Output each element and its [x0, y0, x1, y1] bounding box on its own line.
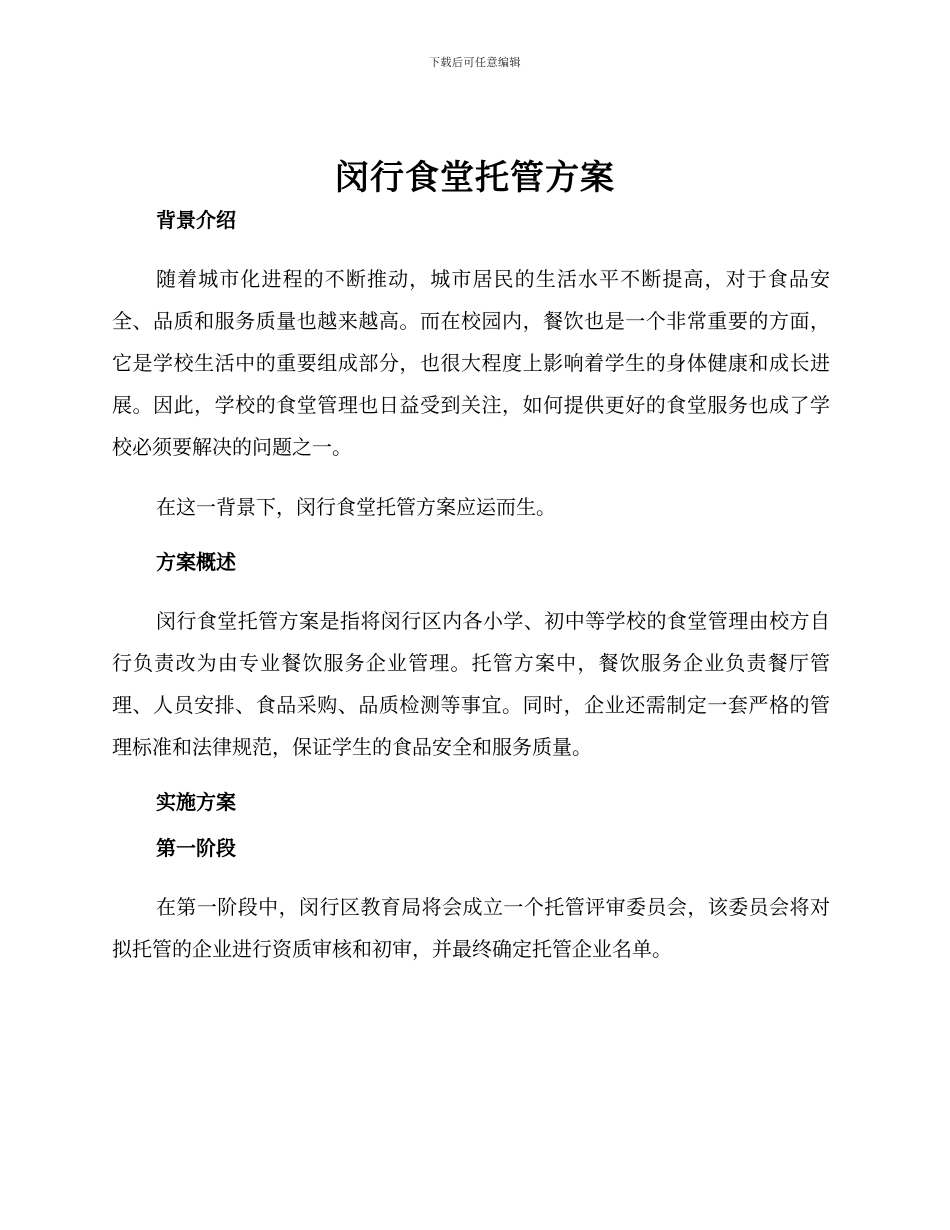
- overview-paragraph-1: 闵行食堂托管方案是指将闵行区内各小学、初中等学校的食堂管理由校方自行负责改为由专业餐饮服务企业管理。托管方案中，餐饮服务企业负责餐厅管理、人员安排、食品采购、品质检测等事宜。同时，企业还需制定一套严格的管理标准和法律规范，保证学生的食品安全和服务质量。: [112, 609, 830, 759]
- document-title: 闵行食堂托管方案: [335, 158, 615, 198]
- background-paragraph-2: 在这一背景下，闵行食堂托管方案应运而生。: [156, 495, 556, 519]
- header-note: 下载后可任意编辑: [429, 56, 521, 69]
- section-heading-phase-1: 第一阶段: [156, 836, 236, 860]
- document-body: [112, 204, 830, 970]
- phase-1-paragraph-1: 在第一阶段中，闵行区教育局将会成立一个托管评审委员会，该委员会将对拟托管的企业进行资质审核和初审，并最终确定托管企业名单。: [112, 895, 830, 961]
- section-heading-implementation: 实施方案: [156, 790, 236, 814]
- section-heading-overview: 方案概述: [156, 550, 236, 574]
- background-paragraph-1: 随着城市化进程的不断推动，城市居民的生活水平不断提高，对于食品安全、品质和服务质量也越来越高。而在校园内，餐饮也是一个非常重要的方面，它是学校生活中的重要组成部分，也很大程度上影响着学生的身体健康和成长进展。因此，学校的食堂管理也日益受到关注，如何提供更好的食堂服务也成了学校必须要解决的问题之一。: [112, 267, 830, 459]
- section-heading-background: 背景介绍: [156, 208, 236, 232]
